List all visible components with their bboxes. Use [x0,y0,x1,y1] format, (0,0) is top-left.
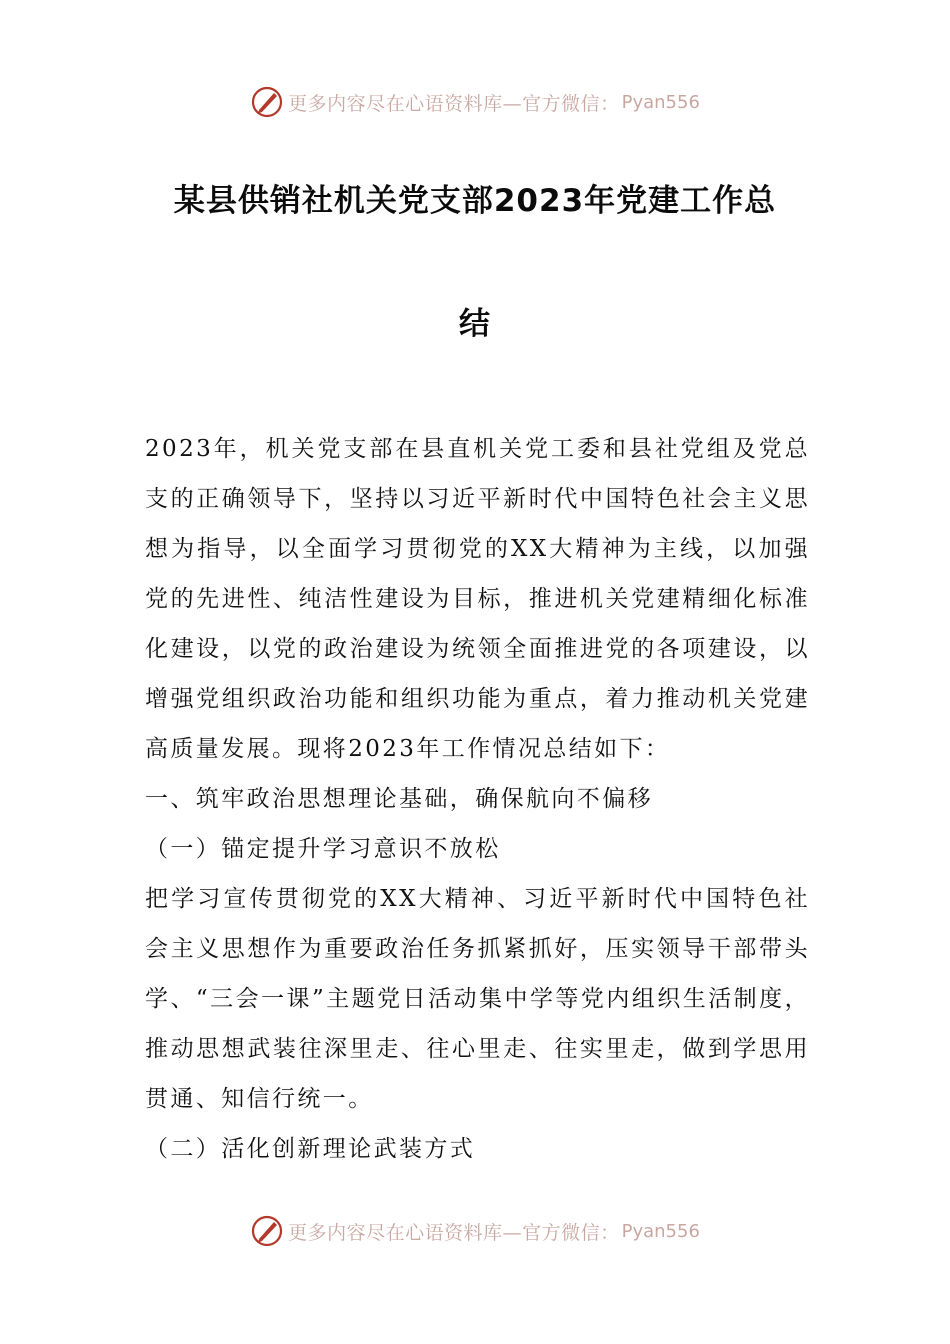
watermark-text: 更多内容尽在心语资料库—官方微信： [288,92,620,115]
subsection-heading-1: （一）锚定提升学习意识不放松 [145,836,501,862]
pen-logo-icon [250,1214,284,1248]
document-title-line2: 结 [459,306,491,342]
section-heading-1: 一、筑牢政治思想理论基础，确保航向不偏移 [145,786,653,812]
watermark-wechat-id: Pyan556 [621,1220,700,1242]
subsection-1-paragraph: 把学习宣传贯彻党的XX大精神、习近平新时代中国特色社会主义思想作为重要政治任务抓紧抓好，压实领导干部带头学、“三会一课”主题党日活动集中学等党内组织生活制度，推动思想武装往深里走、往心里走、往实里走，做到学思用贯通、知信行统一。 [145,886,810,1112]
intro-paragraph: 2023年，机关党支部在县直机关党工委和县社党组及党总支的正确领导下，坚持以习近平新时代中国特色社会主义思想为指导，以全面学习贯彻党的XX大精神为主线，以加强党的先进性、纯洁性建设为目标，推进机关党建精细化标准化建设，以党的政治建设为统领全面推进党的各项建设，以增强党组织政治功能和组织功能为重点，着力推动机关党建高质量发展。现将2023年工作情况总结如下： [145,436,810,762]
pen-logo-icon [250,85,284,119]
document-title-line1: 某县供销社机关党支部2023年党建工作总 [173,183,777,219]
watermark-wechat-id: Pyan556 [621,91,700,113]
document-body [145,424,810,1174]
watermark-text: 更多内容尽在心语资料库—官方微信： [288,1221,620,1244]
subsection-heading-2: （二）活化创新理论武装方式 [145,1136,476,1162]
header-watermark [0,82,950,122]
footer-watermark [0,1211,950,1251]
